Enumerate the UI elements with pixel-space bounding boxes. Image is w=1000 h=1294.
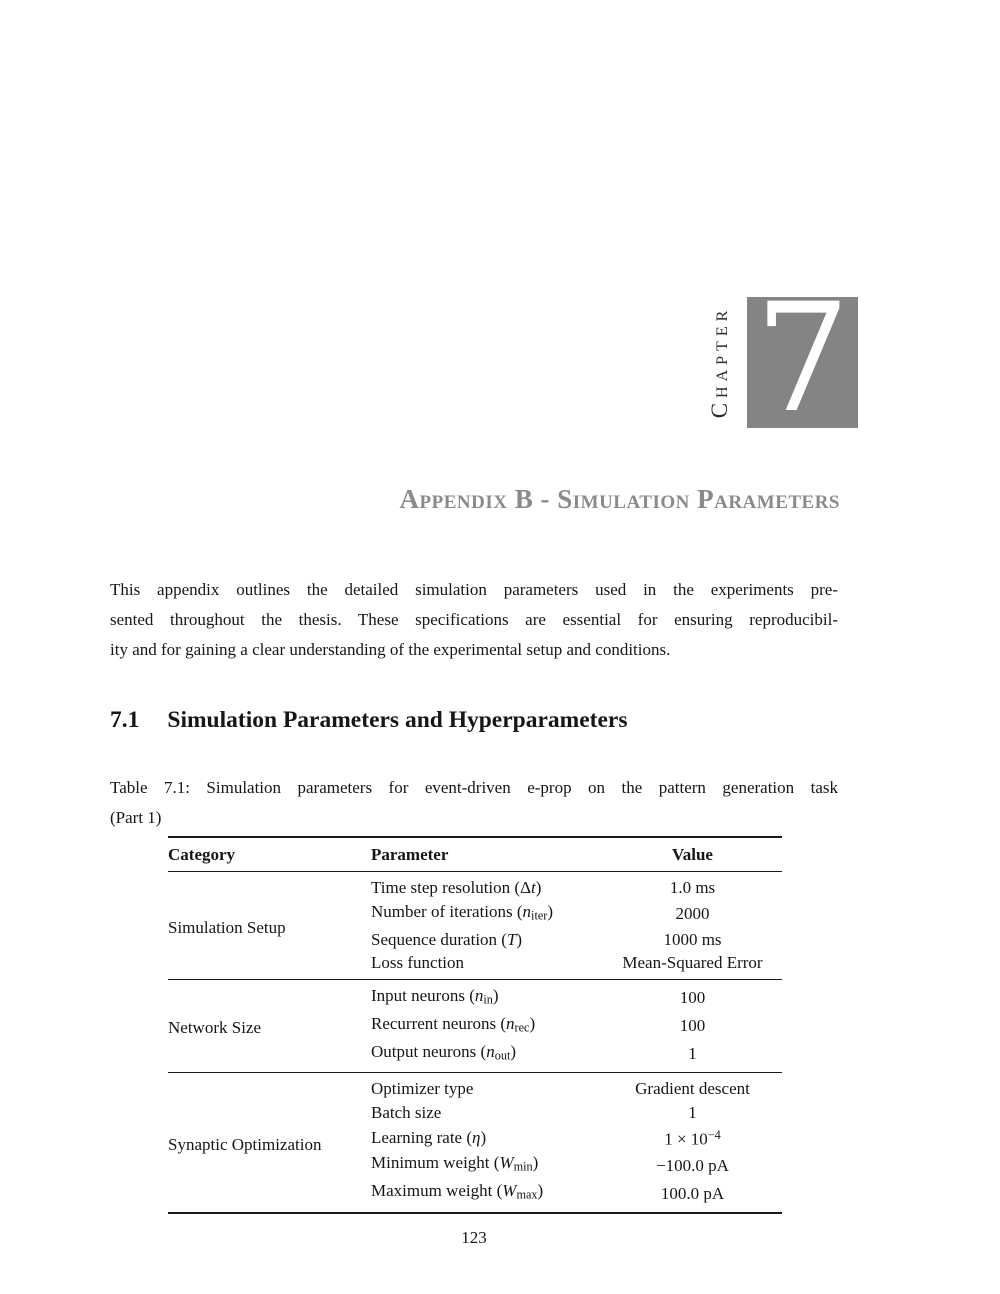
- parameter-cell: Output neurons (nout): [371, 1042, 517, 1063]
- chapter-number: 7: [754, 297, 851, 428]
- intro-line: This appendix outlines the detailed simulation parameters used in the experiments pre-: [110, 580, 838, 599]
- header-value: Value: [603, 837, 782, 872]
- table-row: [168, 979, 782, 1012]
- chapter-number-box: [747, 297, 858, 428]
- parameters-table: [168, 836, 782, 1214]
- chapter-word-vertical: Chapter: [707, 305, 732, 419]
- intro-line: ity and for gaining a clear understanding of the experimental setup and conditions.: [110, 640, 671, 659]
- parameter-cell: Time step resolution (Δt): [371, 872, 603, 900]
- section-number: 7.1: [110, 707, 140, 733]
- value-cell: 1: [688, 1044, 697, 1064]
- caption-line: Table 7.1: Simulation parameters for event-driven e-prop on the pattern generation task: [110, 778, 838, 797]
- value-cell: Gradient descent: [603, 1073, 782, 1101]
- parameter-cell: Sequence duration (T): [371, 929, 523, 949]
- value-cell: 100: [603, 979, 782, 1012]
- table-caption: [110, 773, 838, 833]
- parameter-cell: Learning rate (η): [371, 1128, 487, 1147]
- parameter-cell: Loss function: [371, 953, 465, 973]
- value-cell: Mean-Squared Error: [622, 953, 763, 973]
- value-cell: 100: [679, 1016, 706, 1036]
- parameters-table-wrap: [168, 836, 782, 1214]
- parameter-cell: Number of iterations (niter): [371, 901, 554, 923]
- parameter-cell: Input neurons (nin): [371, 979, 603, 1012]
- table-group: [168, 872, 782, 980]
- parameter-cell: Maximum weight (Wmax): [371, 1181, 544, 1203]
- value-cell: −100.0 pA: [656, 1155, 729, 1175]
- table-group: [168, 979, 782, 1073]
- page-number: 123: [461, 1228, 487, 1247]
- table-header: [168, 837, 782, 872]
- value-cell: 1: [688, 1102, 697, 1122]
- category-cell: Synaptic Optimization: [168, 1073, 371, 1213]
- parameter-cell: Minimum weight (Wmin): [371, 1153, 539, 1174]
- category-cell: Simulation Setup: [168, 872, 371, 980]
- category-cell: Network Size: [168, 979, 371, 1073]
- parameter-cell: Optimizer type: [371, 1073, 603, 1101]
- value-cell: $1 \times 10^{-4}$: [664, 1128, 721, 1149]
- value-cell: 1000 ms: [663, 929, 722, 949]
- section-title: Simulation Parameters and Hyperparameters: [167, 707, 628, 733]
- value-cell: 1.0 ms: [603, 872, 782, 900]
- header-category: Category: [168, 837, 371, 872]
- intro-line: sented throughout the thesis. These specifications are essential for ensuring reproducibil-: [110, 610, 838, 629]
- value-cell: 2000: [675, 903, 710, 923]
- table-row: [168, 1073, 782, 1101]
- table-group: [168, 1073, 782, 1213]
- parameter-cell: Batch size: [371, 1102, 442, 1122]
- value-cell: 100.0 pA: [660, 1183, 725, 1203]
- parameter-cell: Recurrent neurons (nrec): [371, 1013, 536, 1035]
- page-title: Appendix B - Simulation Parameters: [399, 484, 840, 514]
- caption-line: (Part 1): [110, 808, 162, 827]
- table-row: [168, 872, 782, 900]
- intro-paragraph: [110, 575, 838, 665]
- header-parameter: Parameter: [371, 837, 603, 872]
- section-heading: [110, 707, 628, 734]
